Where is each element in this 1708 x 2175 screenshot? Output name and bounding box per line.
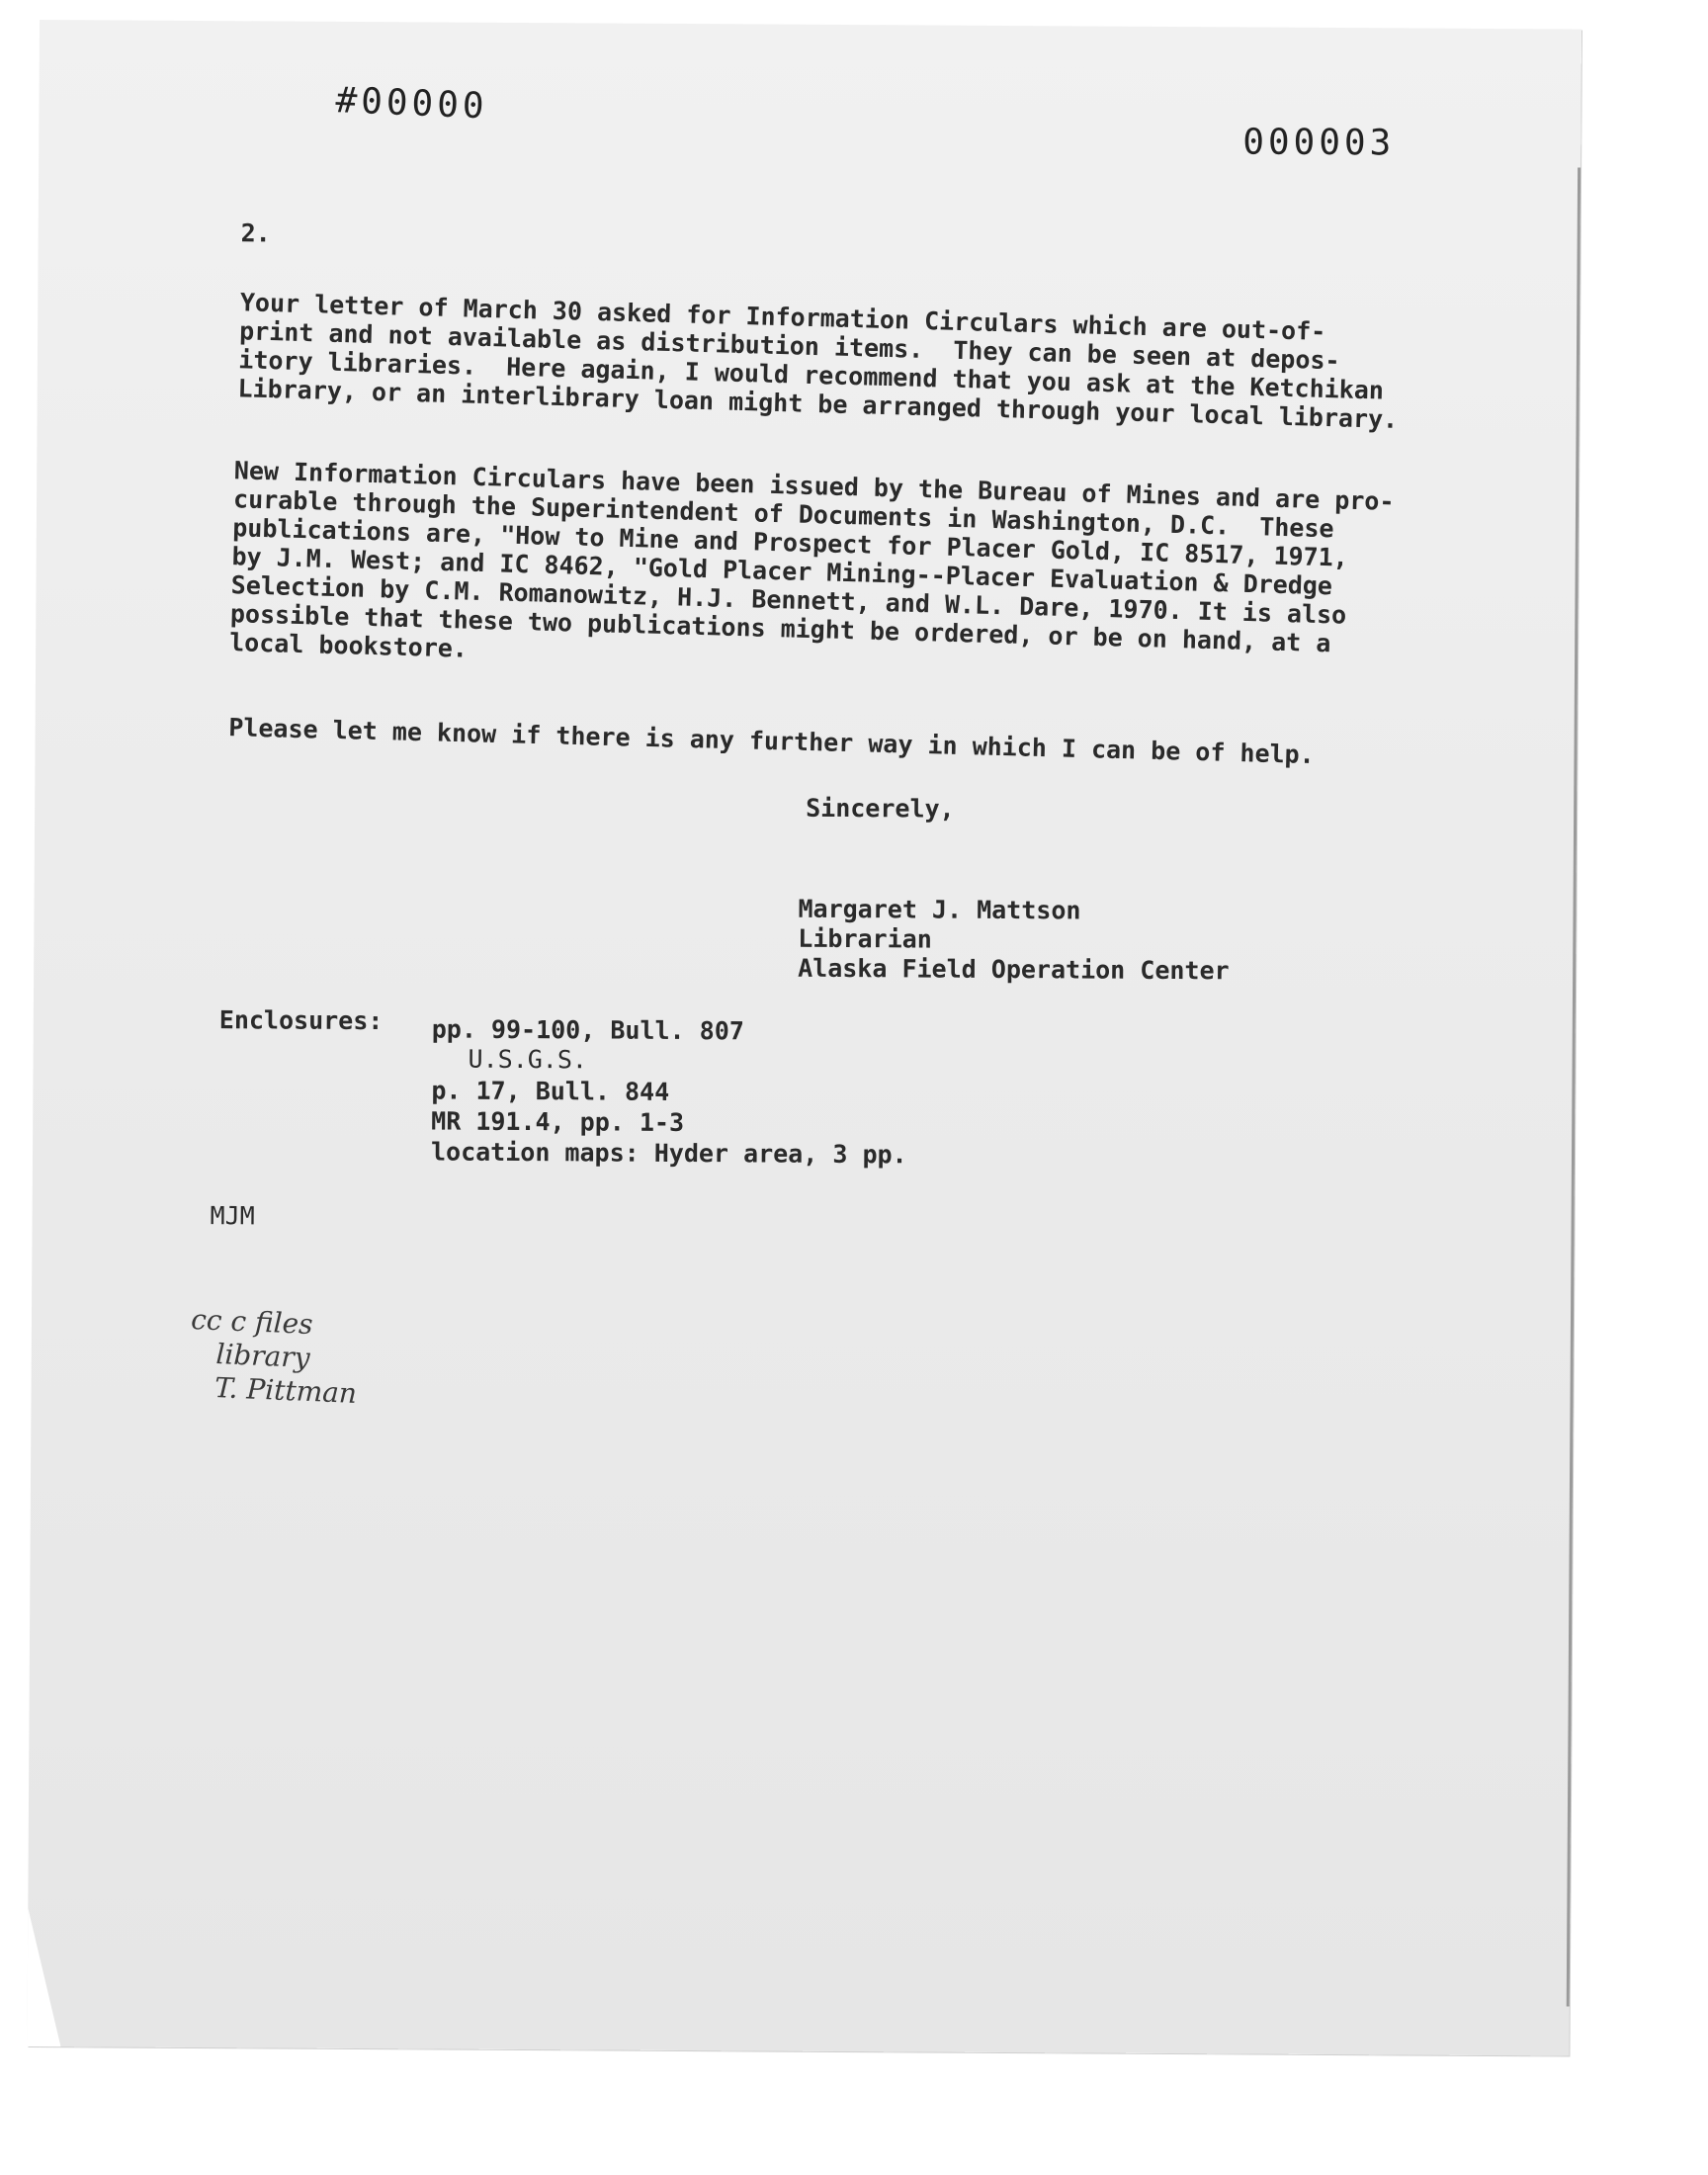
signer-organization: Alaska Field Operation Center bbox=[798, 953, 1230, 986]
page-sequence-stamp: 000003 bbox=[1242, 122, 1396, 164]
signer-name: Margaret J. Mattson bbox=[798, 894, 1081, 925]
body-paragraph-1: Your letter of March 30 asked for Information Circulars which are out-of- print and not available as distribution items. They can be seen at depos- itory libraries. Here again, I would recommend that you ask at the Ketchikan Library, or an interlibrary loan might be arranged through your local library. bbox=[237, 288, 1399, 434]
document-number-stamp: #00000 bbox=[334, 80, 489, 128]
enclosure-item: U.S.G.S. bbox=[468, 1044, 588, 1075]
body-paragraph-3: Please let me know if there is any further way in which I can be of help. bbox=[227, 713, 1316, 769]
enclosure-item: MR 191.4, pp. 1-3 bbox=[431, 1106, 685, 1138]
enclosure-item: location maps: Hyder area, 3 pp. bbox=[430, 1137, 907, 1170]
letter-page bbox=[27, 20, 1580, 2055]
typist-initials: MJM bbox=[210, 1201, 255, 1231]
enclosure-item: pp. 99-100, Bull. 807 bbox=[431, 1014, 744, 1046]
page-number: 2. bbox=[240, 218, 271, 248]
signer-title: Librarian bbox=[798, 923, 932, 954]
enclosure-item: p. 17, Bull. 844 bbox=[431, 1076, 670, 1106]
handwritten-cc-note: cc c files library T. Pittman bbox=[187, 1303, 358, 1410]
page-corner-fold bbox=[27, 1908, 61, 2046]
body-paragraph-2: New Information Circulars have been issued by the Bureau of Mines and are pro- curable through the Superintendent of Documents in Washington, D.C. These publications are, "How to Mine and Prospect for Placer Gold, IC 8517, 1971, by J.M. West; and IC 8462, "Gold Placer Mining--Placer Evaluation & Dredge Selection by C.M. Romanowitz, H.J. Bennett, and W.L. Dare, 1970. It is also possible that these two publications might be ordered, or be on hand, at a local bookstore. bbox=[228, 456, 1395, 663]
enclosures-label: Enclosures: bbox=[218, 1005, 384, 1036]
closing-salutation: Sincerely, bbox=[806, 793, 955, 824]
